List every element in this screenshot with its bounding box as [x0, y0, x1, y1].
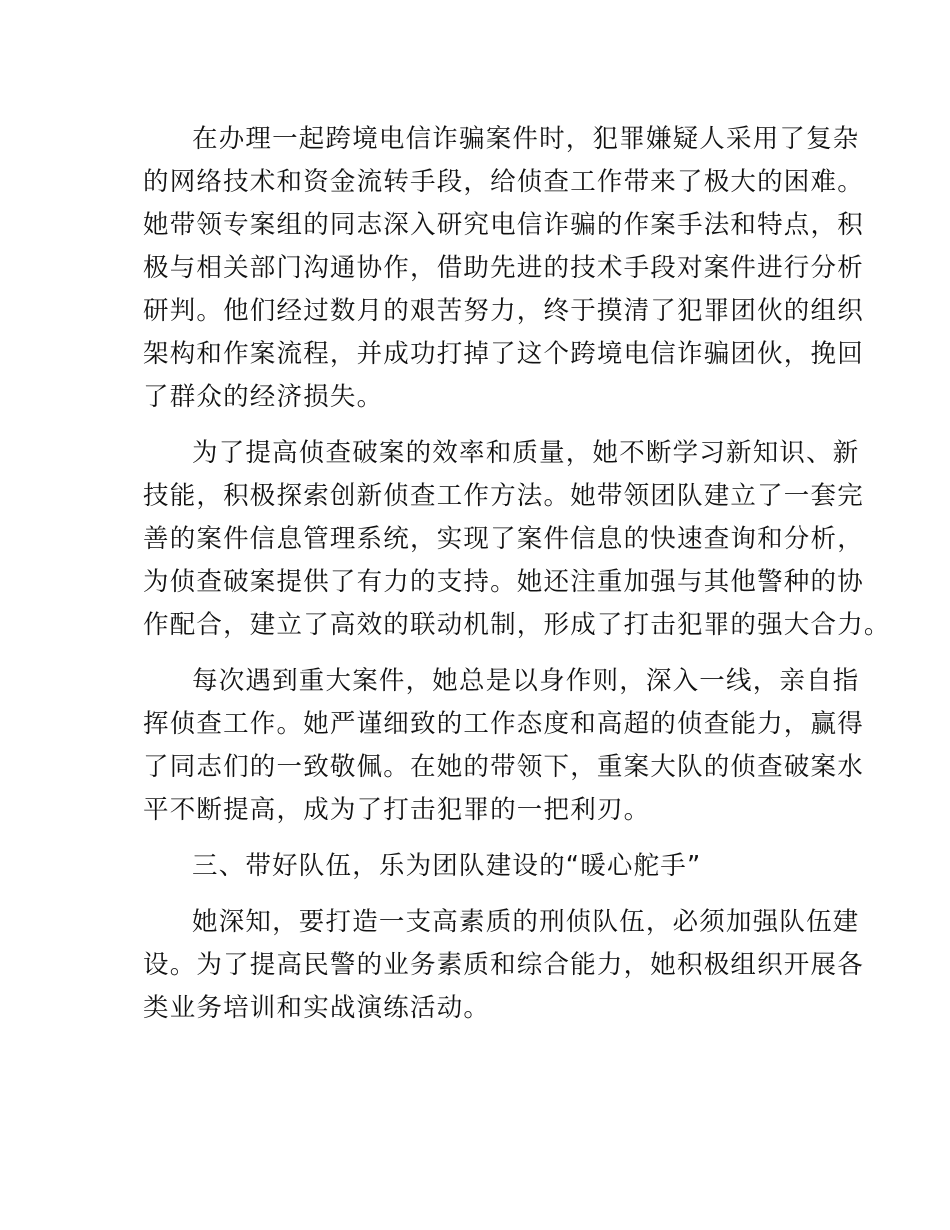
paragraph-line: 了同志们的一致敬佩。在她的带领下，重案大队的侦查破案水: [143, 752, 864, 782]
paragraph-line: 为了提高侦查破案的效率和质量，她不断学习新知识、新: [192, 438, 860, 468]
paragraph-line: 类业务培训和实战演练活动。: [143, 993, 491, 1023]
paragraph-line: 善的案件信息管理系统，实现了案件信息的快速查询和分析，: [143, 524, 864, 554]
paragraph-line: 作配合，建立了高效的联动机制，形成了打击犯罪的强大合力。: [143, 610, 891, 640]
paragraph-line: 技能，积极探索创新侦查工作方法。她带领团队建立了一套完: [143, 481, 864, 511]
paragraph-line: 每次遇到重大案件，她总是以身作则，深入一线，亲自指: [192, 666, 860, 696]
heading-text: 三、带好队伍，乐为团队建设的“暖心舵手”: [192, 851, 702, 881]
paragraph-line: 设。为了提高民警的业务素质和综合能力，她积极组织开展各: [143, 950, 864, 980]
paragraph-line: 挥侦查工作。她严谨细致的工作态度和高超的侦查能力，赢得: [143, 709, 864, 739]
paragraph-line: 在办理一起跨境电信诈骗案件时，犯罪嫌疑人采用了复杂: [192, 124, 860, 154]
paragraph-line: 她深知，要打造一支高素质的刑侦队伍，必须加强队伍建: [192, 907, 860, 937]
paragraph-line: 研判。他们经过数月的艰苦努力，终于摸清了犯罪团伙的组织: [143, 296, 864, 326]
paragraph-line: 了群众的经济损失。: [143, 382, 384, 412]
paragraph-line: 为侦查破案提供了有力的支持。她还注重加强与其他警种的协: [143, 567, 864, 597]
paragraph-line: 极与相关部门沟通协作，借助先进的技术手段对案件进行分析: [143, 253, 864, 283]
paragraph-line: 架构和作案流程，并成功打掉了这个跨境电信诈骗团伙，挽回: [143, 339, 864, 369]
paragraph-line: 平不断提高，成为了打击犯罪的一把利刃。: [143, 795, 651, 825]
paragraph-line: 她带领专案组的同志深入研究电信诈骗的作案手法和特点，积: [143, 210, 864, 240]
paragraph-line: 的网络技术和资金流转手段，给侦查工作带来了极大的困难。: [143, 167, 864, 197]
